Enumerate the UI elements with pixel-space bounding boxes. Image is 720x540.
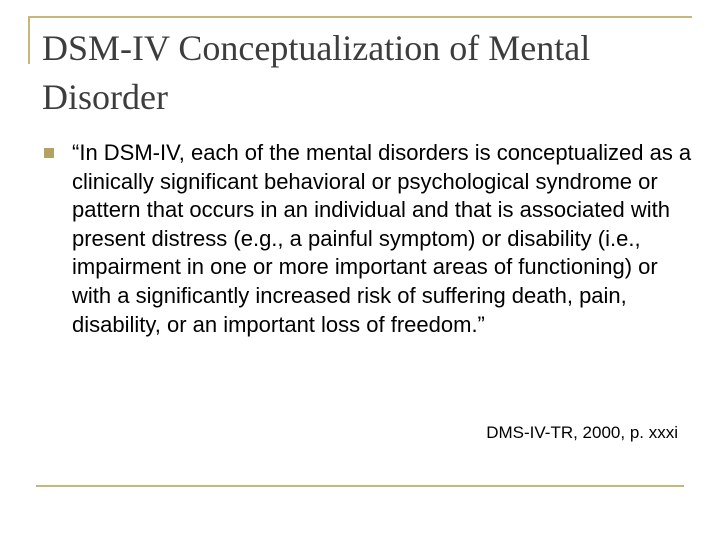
citation: DMS-IV-TR, 2000, p. xxxi xyxy=(486,423,678,442)
left-divider xyxy=(28,16,30,64)
bottom-divider xyxy=(36,485,684,487)
top-divider xyxy=(28,16,692,18)
square-bullet-icon xyxy=(44,148,54,158)
bullet-text: “In DSM-IV, each of the mental disorders is conceptualized as a clinically significant behavioral or psychological syndrome or pattern that occurs in an individual and that is associated with present distress (e.g., a painful symptom) or disability (i.e., impairment in one or more important areas of functioning) or with a significantly increased risk of suffering death, pain, disability, or an important loss of freedom.” xyxy=(72,140,692,337)
slide-title: DSM-IV Conceptualization of Mental Disorder xyxy=(42,28,591,117)
